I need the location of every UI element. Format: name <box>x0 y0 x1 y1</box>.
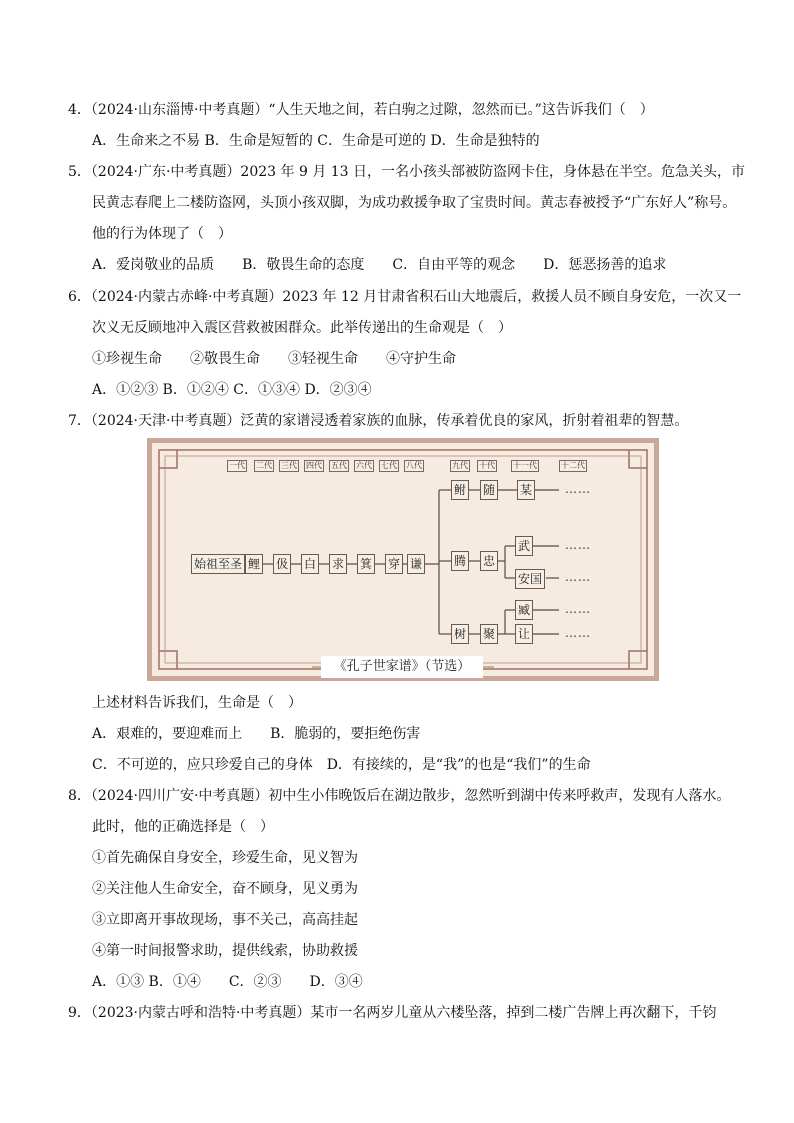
genealogy-node: 腾 <box>451 551 469 571</box>
gen-label-11: 十一代 <box>513 461 537 470</box>
gen-label-10: 十代 <box>479 461 495 470</box>
genealogy-node: 随 <box>480 480 498 500</box>
q6-line1: 6．（2024·内蒙古赤峰·中考真题）2023 年 12 月甘肃省积石山大地震后，救援人员不顾自身安危，一次又一 <box>68 289 742 305</box>
ellipsis: …… <box>565 626 591 640</box>
gen-label-2: 二代 <box>256 461 272 470</box>
q9-line1: 9．（2023·内蒙古呼和浩特·中考真题）某市一名两岁儿童从六楼坠落，掉到二楼广告牌上再次翻下，千钧 <box>68 1005 717 1021</box>
gen-label-4: 四代 <box>306 461 322 470</box>
q6-items: ①珍视生命 ②敬畏生命 ③轻视生命 ④守护生命 <box>92 351 456 367</box>
genealogy-node: 树 <box>451 624 469 644</box>
genealogy-node: 臧 <box>515 600 533 620</box>
ellipsis: …… <box>565 602 591 616</box>
ellipsis: …… <box>565 482 591 496</box>
gen-label-7: 七代 <box>381 461 397 470</box>
q8-line1: 8．（2024·四川广安·中考真题）初中生小伟晚饭后在湖边散步，忽然听到湖中传来呼救声，发现有人落水。 <box>68 788 731 804</box>
gen-label-1: 一代 <box>229 461 245 470</box>
genealogy-node: 箕 <box>357 554 375 574</box>
q5-options: A．爱岗敬业的品质 B．敬畏生命的态度 C．自由平等的观念 D．惩恶扬善的追求 <box>92 257 667 273</box>
q5-line3: 他的行为体现了（ ） <box>92 226 232 242</box>
q7-stem: 7．（2024·天津·中考真题）泛黄的家谱浸透着家族的血脉，传承着优良的家风，折射着祖辈的智慧。 <box>68 413 689 429</box>
gen-label-9: 九代 <box>452 461 468 470</box>
gen-label-3: 三代 <box>281 461 297 470</box>
genealogy-figure <box>147 438 659 681</box>
genealogy-node: 穿 <box>385 554 403 574</box>
genealogy-node: 求 <box>329 554 347 574</box>
q6-options: A．①②③ B．①②④ C．①③④ D．②③④ <box>92 382 372 398</box>
ellipsis: …… <box>565 570 591 584</box>
q8-item3: ③立即离开事故现场，事不关己，高高挂起 <box>92 912 358 928</box>
genealogy-node: 聚 <box>480 624 498 644</box>
genealogy-node: 谦 <box>407 554 425 574</box>
genealogy-node: 伋 <box>273 554 291 574</box>
gen-label-12: 十二代 <box>561 461 585 470</box>
q8-line2: 此时，他的正确选择是（ ） <box>92 819 274 835</box>
genealogy-node: 武 <box>515 536 533 556</box>
q8-item2: ②关注他人生命安全，奋不顾身，见义勇为 <box>92 881 358 897</box>
genealogy-node: 忠 <box>480 551 498 571</box>
gen-label-6: 六代 <box>356 461 372 470</box>
q6-line2: 次义无反顾地冲入震区营救被困群众。此举传递出的生命观是（ ） <box>92 320 512 336</box>
q8-options: A．①③ B．①④ C．②③ D．③④ <box>92 974 363 990</box>
genealogy-node: 鲋 <box>451 480 469 500</box>
gen-label-8: 八代 <box>406 461 422 470</box>
q5-line2: 民黄志春爬上二楼防盗网，头顶小孩双脚，为成功救援争取了宝贵时间。黄志春被授予“广东好人”称号。 <box>92 195 737 211</box>
q4-options: A．生命来之不易 B．生命是短暂的 C．生命是可逆的 D．生命是独特的 <box>92 133 540 149</box>
figure-caption: 《孔子世家谱》（节选） <box>321 656 483 678</box>
q8-item1: ①首先确保自身安全，珍爱生命，见义智为 <box>92 850 358 866</box>
q8-item4: ④第一时间报警求助，提供线索，协助救援 <box>92 943 358 959</box>
ellipsis: …… <box>565 538 591 552</box>
q7-options-cd: C．不可逆的，应只珍爱自己的身体 D．有接续的，是“我”的也是“我们”的生命 <box>92 757 591 773</box>
q4-stem: 4．（2024·山东淄博·中考真题）“人生天地之间，若白驹之过隙，忽然而已。”这告诉我们（ ） <box>68 102 654 118</box>
genealogy-node: 鲤 <box>245 554 263 574</box>
genealogy-node: 始祖至圣 <box>191 554 245 574</box>
genealogy-node: 某 <box>517 480 535 500</box>
genealogy-node: 安国 <box>515 569 545 589</box>
genealogy-node: 白 <box>301 554 319 574</box>
gen-label-5: 五代 <box>331 461 347 470</box>
q5-line1: 5．（2024·广东·中考真题）2023 年 9 月 13 日，一名小孩头部被防盗网卡住，身体悬在半空。危急关头，市 <box>68 164 746 180</box>
q7-options-ab: A．艰难的，要迎难而上 B．脆弱的，要拒绝伤害 <box>92 726 421 742</box>
q7-after: 上述材料告诉我们，生命是（ ） <box>92 695 302 711</box>
genealogy-node: 让 <box>515 624 533 644</box>
